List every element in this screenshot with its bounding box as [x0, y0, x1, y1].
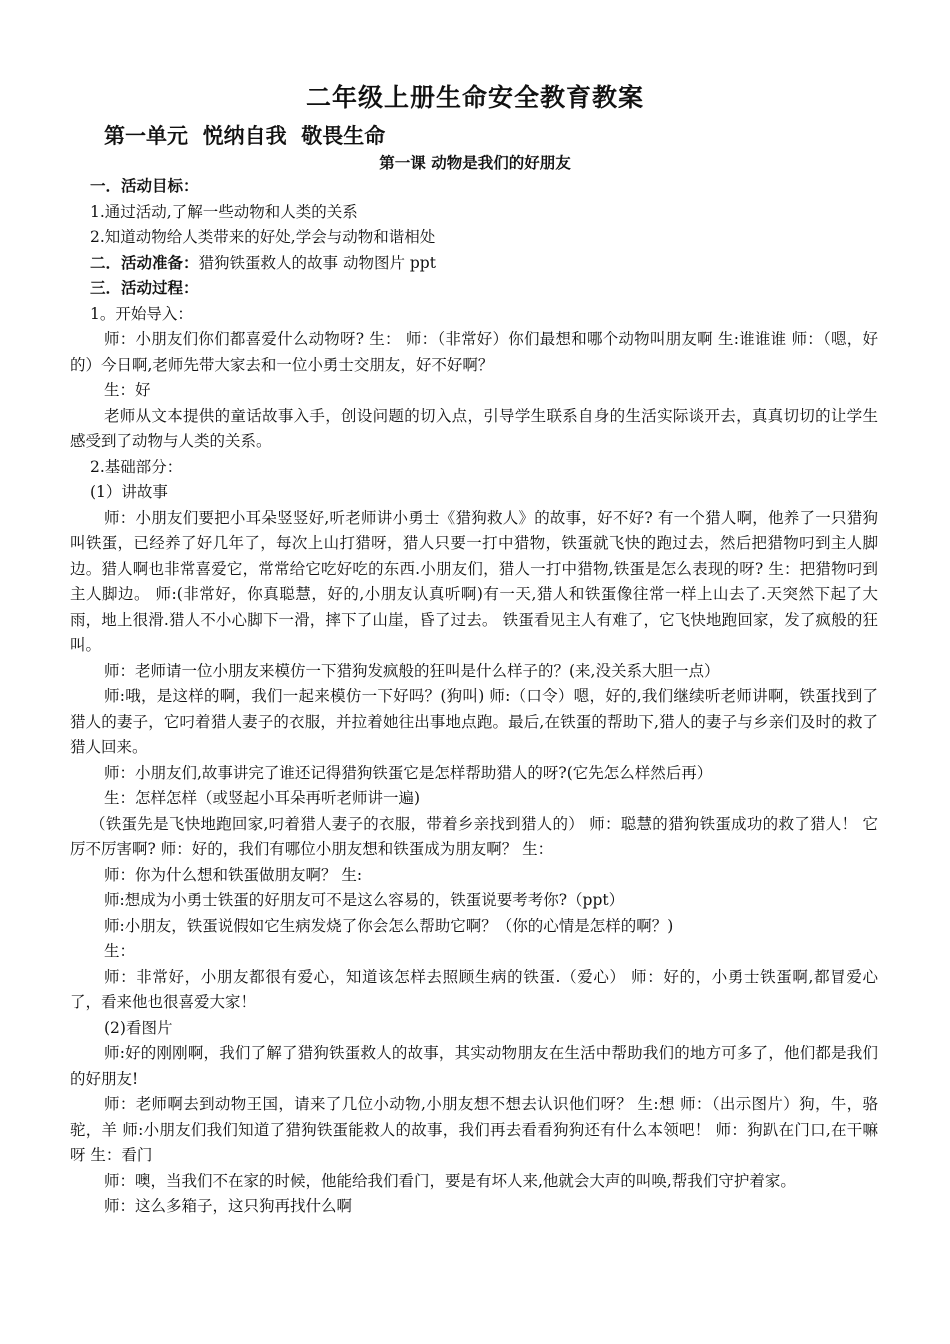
prep-heading: 二．活动准备：: [90, 253, 199, 272]
unit-title: 第一单元 悦纳自我 敬畏生命: [104, 124, 386, 148]
paragraph: (1）讲故事: [90, 483, 168, 501]
paragraph: 师：非常好，小朋友都很有爱心，知道该怎样去照顾生病的铁蛋.（爱心） 师：好的，小勇士铁蛋啊,都冒爱心了，看来他也很喜爱大家！: [70, 967, 878, 1011]
goals-heading: [70, 174, 878, 200]
lesson-title: 第一课 动物是我们的好朋友: [379, 154, 571, 172]
paragraph: 师:小朋友，铁蛋说假如它生病发烧了你会怎么帮助它啊？（你的心情是怎样的啊？): [104, 916, 674, 935]
paragraph: 生：: [104, 942, 136, 960]
paragraph: （铁蛋先是飞快地跑回家,叼着猎人妻子的衣服，带着乡亲找到猎人的） 师：聪慧的猎狗铁蛋成功的救了猎人！ 它厉不厉害啊? 师：好的，我们有哪位小朋友想和铁蛋成为朋友啊？ 生：: [70, 814, 878, 858]
paragraph: 师：噢，当我们不在家的时候，他能给我们看门，要是有坏人来,他就会大声的叫唤,帮我们守护着家。: [104, 1171, 796, 1190]
paragraph: 师:好的刚刚啊，我们了解了猎狗铁蛋救人的故事，其实动物朋友在生活中帮助我们的地方可多了，他们都是我们的好朋友!: [70, 1044, 878, 1088]
paragraph: 老师从文本提供的童话故事入手，创设问题的切入点，引导学生联系自身的生活实际谈开去，真真切切的让学生感受到了动物与人类的关系。: [70, 406, 878, 450]
paragraph: 师:想成为小勇士铁蛋的好朋友可不是这么容易的，铁蛋说要考考你?（ppt）: [104, 891, 625, 909]
paragraph: 生：怎样怎样（或竖起小耳朵再听老师讲一遍): [104, 789, 421, 807]
paragraph: 师：老师啊去到动物王国，请来了几位小动物,小朋友想不想去认识他们呀？ 生:想 师：（出示图片）狗，牛，骆驼，羊 师:小朋友们我们知道了猎狗铁蛋能救人的故事，我们再去看看狗狗还有什么本领吧！ 师：狗趴在门口,在干嘛呀 生：看门: [70, 1095, 878, 1164]
process-heading: [70, 276, 878, 302]
paragraph: 师：老师请一位小朋友来模仿一下猎狗发疯般的狂叫是什么样子的？(来,没关系大胆一点）: [104, 661, 720, 680]
paragraph: 师:哦，是这样的啊，我们一起来模仿一下好吗？(狗叫) 师:（口令）嗯，好的,我们继续听老师讲啊，铁蛋找到了猎人的妻子，它叼着猎人妻子的衣服，并拉着她往出事地点跑。最后,在铁蛋的帮助下,猎人的妻子与乡亲们及时的救了猎人回来。: [70, 687, 878, 756]
prep-text: 猎狗铁蛋救人的故事 动物图片 ppt: [198, 253, 436, 272]
prep-line: [70, 251, 878, 277]
paragraph: 师：小朋友们,故事讲完了谁还记得猎狗铁蛋它是怎样帮助猎人的呀?(它先怎么样然后再）: [104, 763, 713, 782]
paragraph: 师：这么多箱子，这只狗再找什么啊: [104, 1197, 353, 1215]
document-body: [70, 174, 878, 1220]
goal-item: 1.通过活动,了解一些动物和人类的关系: [90, 202, 358, 221]
paragraph: 生：好: [104, 381, 151, 399]
paragraph: 师：你为什么想和铁蛋做朋友啊？ 生:: [104, 865, 363, 884]
paragraph: 1。开始导入：: [90, 304, 193, 323]
paragraph: 师：小朋友们你们都喜爱什么动物呀? 生： 师：（非常好）你们最想和哪个动物叫朋友啊 生:谁谁谁 师：（嗯，好的）今日啊,老师先带大家去和一位小勇士交朋友，好不好啊？: [70, 330, 878, 374]
process-heading-text: 三．活动过程：: [90, 279, 199, 297]
paragraph: 2.基础部分：: [90, 457, 183, 476]
goal-item: 2.知道动物给人类带来的好处,学会与动物和谐相处: [90, 228, 436, 246]
document-title: 二年级上册生命安全教育教案: [305, 83, 644, 112]
paragraph: 师：小朋友们要把小耳朵竖竖好,听老师讲小勇士《猎狗救人》的故事，好不好? 有一个猎人啊，他养了一只猎狗叫铁蛋，已经养了好几年了，每次上山打猎呀，猎人只要一打中猎物，铁蛋就飞快的跑过去，然后把猎物叼到主人脚边。猎人啊也非常喜爱它，常常给它吃好吃的东西.小朋友们，猎人一打中猎物,铁蛋是怎么表现的呀? 生：把猎物叼到主人脚边。 师:(非常好，你真聪慧，好的,小朋友认真听啊)有一天,猎人和铁蛋像往常一样上山去了.天突然下起了大雨，地上很滑.猎人不小心脚下一滑，摔下了山崖，昏了过去。 铁蛋看见主人有难了，它飞快地跑回家，发了疯般的狂叫。: [70, 508, 878, 654]
goals-heading-text: 一．活动目标：: [90, 177, 199, 195]
paragraph: (2)看图片: [104, 1018, 173, 1037]
